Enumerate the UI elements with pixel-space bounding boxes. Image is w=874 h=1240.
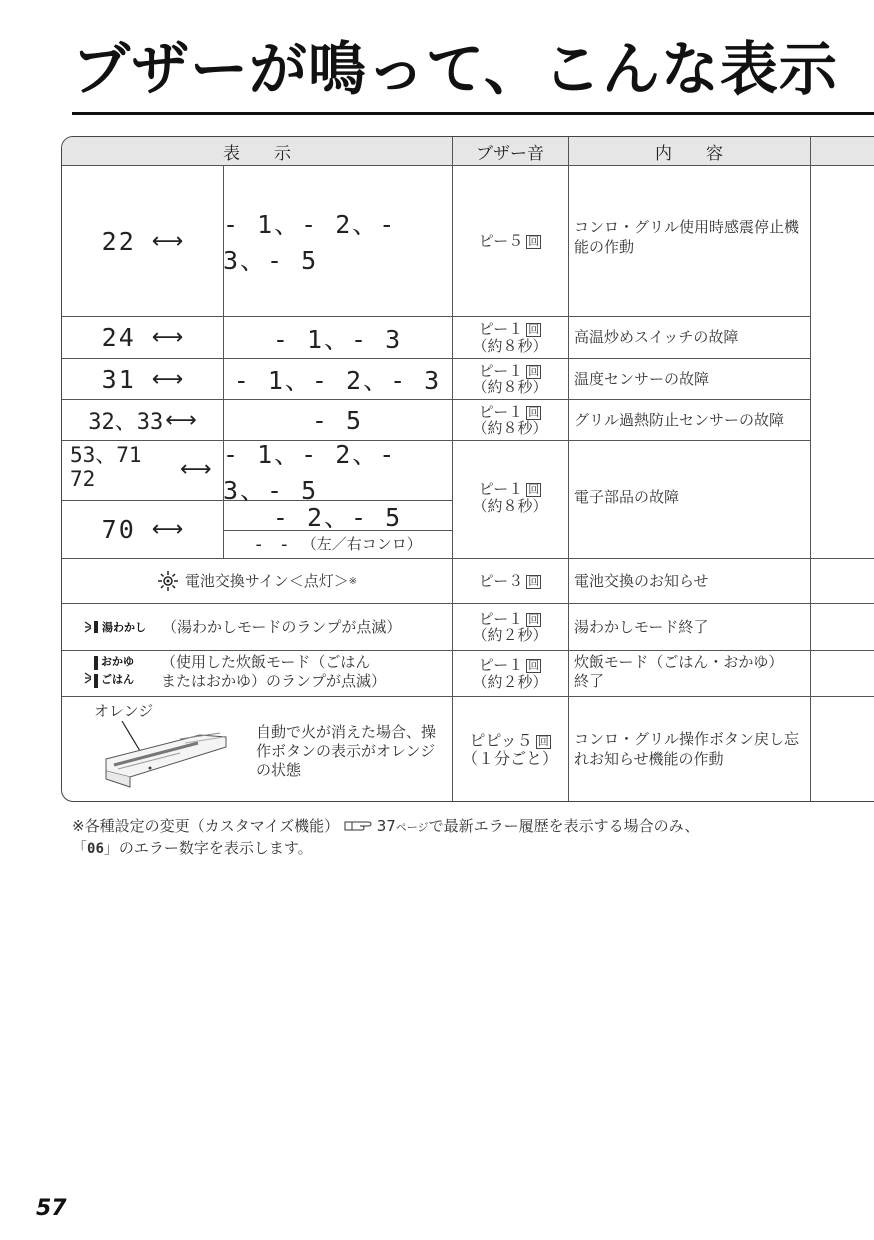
arrow-icon: ⟷ — [180, 457, 212, 482]
note-mark: ※ — [348, 575, 358, 587]
error-detail-sub: - - — [253, 534, 292, 555]
detail-cell — [223, 359, 452, 399]
illustration-label: オレンジ — [94, 702, 154, 720]
footnote-text: ※各種設定の変更（カスタマイズ機能） — [72, 817, 340, 835]
orange-detail-text: 自動で火が消えた場合、操作ボタンの表示がオレンジの状態 — [256, 723, 437, 779]
buzzer-cell — [452, 317, 568, 358]
rice-detail-line: またはおかゆ）のランプが点滅） — [161, 671, 387, 690]
page-number: 57 — [36, 1196, 67, 1221]
buzzer-unit: 回 — [528, 612, 540, 626]
page-title: ブザーが鳴って、こんな表示 — [72, 35, 838, 103]
buzzer-text: ピピッ５ — [469, 731, 533, 751]
detail-sub-cell — [223, 531, 452, 558]
buzzer-unit: 回 — [528, 405, 540, 419]
pointing-hand-icon — [344, 818, 372, 832]
content-text: 電子部品の故障 — [574, 488, 680, 506]
divider-v — [810, 137, 811, 802]
blink-lamp-icon — [84, 619, 100, 635]
control-panel-illustration — [100, 707, 230, 792]
buzzer-unit: 回 — [528, 659, 540, 672]
buzzer-cell — [452, 166, 568, 316]
header-extra — [810, 137, 874, 166]
error-code: 32、33 — [88, 409, 164, 435]
error-code: 53、71 — [70, 443, 142, 467]
buzzer-unit: 回 — [528, 234, 540, 248]
detail-cell — [223, 439, 452, 505]
arrow-icon: ⟷ — [151, 366, 184, 392]
content-line: 炊飯モード（ごはん・おかゆ） — [574, 653, 784, 671]
content-text: グリル過熱防止センサーの故障 — [574, 410, 785, 429]
content-text: 温度センサーの故障 — [574, 369, 710, 388]
footnote-text: 「 — [72, 838, 88, 857]
kettle-detail-text: （湯わかしモードのランプが点滅） — [162, 617, 402, 636]
content-text: 湯わかしモード終了 — [574, 617, 709, 636]
arrow-icon: ⟷ — [151, 325, 184, 350]
error-detail: - 1、- 2、- 3 — [233, 366, 442, 395]
error-detail: - 1、- 2、- 3、- 5 — [223, 439, 397, 505]
buzzer-duration: （約２秒） — [472, 672, 548, 691]
battery-sign-text: 電池交換サイン＜点灯＞ — [184, 571, 349, 590]
content-line: 終了 — [574, 671, 605, 690]
code-cell — [62, 501, 223, 558]
footnote — [72, 816, 699, 860]
arrow-icon: ⟷ — [151, 228, 184, 254]
rice-lamp — [84, 653, 164, 693]
footnote-text: で最新エラー履歴を表示する場合のみ、 — [428, 817, 700, 835]
error-code: 70 — [101, 515, 136, 544]
blink-lamp-icon — [84, 655, 100, 691]
kettle-cell — [62, 604, 452, 650]
error-detail: - 2、- 5 — [272, 502, 403, 532]
buzzer-cell — [452, 697, 568, 802]
buzzer-text: ピー１ — [478, 361, 524, 380]
footnote-line1 — [72, 816, 699, 838]
error-detail: - 1、- 2、- 3、- 5 — [223, 210, 397, 275]
buzzer-text: ピー１ — [478, 656, 524, 674]
divider-h — [568, 440, 810, 441]
error-code: 24 — [101, 323, 136, 352]
footnote-line2 — [72, 838, 699, 860]
code-cell — [62, 166, 223, 316]
footnote-text: 」のエラー数字を表示します。 — [103, 838, 313, 857]
error-detail: - 1、- 3 — [272, 324, 403, 354]
sun-icon — [157, 570, 179, 592]
orange-cell — [62, 697, 452, 802]
error-code: 72 — [70, 467, 96, 491]
code-cell — [62, 400, 223, 440]
rice-detail — [161, 653, 451, 691]
error-code: 31 — [101, 364, 136, 394]
title-underline — [72, 112, 874, 115]
buzzer-text: ピー１ — [478, 609, 524, 628]
buzzer-unit: 回 — [537, 735, 549, 749]
buzzer-duration: （約８秒） — [472, 419, 548, 437]
buzzer-cell — [452, 359, 568, 399]
buzzer-text: ピー１ — [478, 402, 524, 421]
rice-detail-line: （使用した炊飯モード（ごはん — [161, 653, 371, 671]
buzzer-unit: 回 — [528, 574, 540, 588]
footnote-ref: 37 — [376, 817, 396, 835]
header-content: 内 容 — [568, 137, 810, 166]
detail-cell — [223, 501, 452, 530]
detail-cell — [223, 317, 452, 358]
error-detail: - 5 — [311, 405, 364, 435]
buzzer-cell — [452, 441, 568, 558]
buzzer-text: ピー１ — [478, 480, 524, 498]
code-cell — [70, 443, 223, 499]
buzzer-text: ピー３ — [478, 571, 524, 590]
code-cell — [62, 359, 223, 399]
buzzer-unit: 回 — [528, 364, 540, 378]
buzzer-unit: 回 — [528, 323, 540, 336]
header-buzzer: ブザー音 — [452, 137, 568, 166]
buzzer-cell — [452, 651, 568, 696]
arrow-icon: ⟷ — [165, 407, 197, 433]
detail-sub-text: （左／右コンロ） — [301, 535, 422, 554]
footnote-ref-unit: ページ — [395, 821, 429, 834]
detail-cell — [223, 166, 452, 316]
buzzer-duration: （約２秒） — [472, 626, 548, 644]
content-text: 高温炒めスイッチの故障 — [574, 328, 739, 347]
buzzer-duration: （約８秒） — [472, 496, 548, 515]
buzzer-duration: （約８秒） — [472, 336, 548, 355]
buzzer-duration: （１分ごと） — [461, 749, 558, 768]
content-text: 電池交換のお知らせ — [574, 571, 709, 590]
code-cell — [62, 317, 223, 358]
buzzer-unit: 回 — [528, 483, 540, 496]
buzzer-cell — [452, 559, 568, 603]
error-table — [61, 136, 874, 802]
header-display: 表 示 — [62, 137, 452, 166]
battery-cell — [62, 559, 452, 603]
lamp-label: おかゆ — [101, 655, 134, 668]
divider-v — [568, 137, 569, 802]
lamp-label: ごはん — [101, 673, 134, 686]
content-text: コンロ・グリル使用時感震停止機能の作動 — [574, 218, 800, 257]
lamp-label: 湯わかし — [102, 621, 146, 634]
buzzer-text: ピー１ — [478, 320, 524, 338]
buzzer-cell — [452, 400, 568, 440]
footnote-code: 06 — [87, 840, 104, 857]
content-text — [574, 653, 810, 691]
content-text: コンロ・グリル操作ボタン戻し忘れお知らせ機能の作動 — [574, 730, 800, 769]
buzzer-text: ピー５ — [478, 231, 524, 250]
arrow-icon: ⟷ — [151, 517, 184, 542]
buzzer-duration: （約８秒） — [472, 378, 548, 396]
buzzer-cell — [452, 604, 568, 650]
error-code: 22 — [101, 226, 136, 256]
